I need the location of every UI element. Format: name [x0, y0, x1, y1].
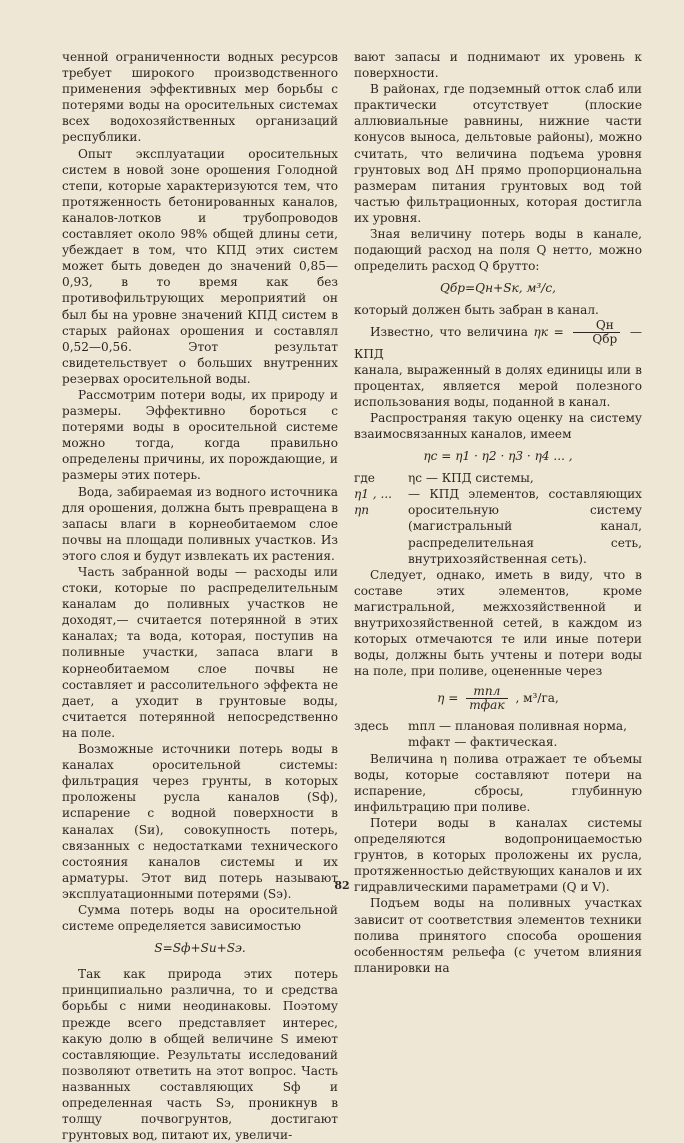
definition-value: — КПД элементов, составляющих оросительную систему (магистральный канал, распределительная сеть, внутрихозяйственная сеть). [408, 487, 642, 566]
paragraph: Вода, забираемая из водного источника для орошения, должна быть превращена в запасы влаги в корнеобитаемом слое почвы на площади поливных участков. Из этого слоя и будут извлекать их растения. [62, 484, 338, 563]
formula-system-efficiency: ηс = η1 · η2 · η3 · η4 ... , [423, 449, 573, 464]
paragraph: В районах, где подземный отток слаб или практически отсутствует (плоские аллювиальные равнины, нижние части конусов выноса, дельтовые районы), можно считать, что величина подъема уровня грунтовых вод ΔH прямо пропорциональна размерам питания грунтовых вод той частью фильтрационных, которая достигла их уровня. [354, 82, 642, 225]
definition-key: где [354, 471, 375, 486]
formula-lhs: η = [437, 691, 459, 706]
definition-key: η1 , ... ηn [354, 487, 393, 518]
formula-gross-discharge: Qбр=Qн+Sк, м³/с, [440, 281, 556, 296]
formula-rhs: , м³/га, [515, 691, 559, 706]
right-column [354, 49, 642, 976]
paragraph: Рассмотрим потери воды, их природу и размеры. Эффективно бороться с потерями воды в оросительной системе можно тогда, когда правильно определены причины, их порождающие, и размеры этих потерь. [62, 387, 338, 483]
paragraph: Потери воды в каналах системы определяются водопроницаемостью грунтов, в которых проложены их русла, протяженностью действующих каналов и их гидравлическими параметрами (Q и V). [354, 815, 642, 895]
text: — КПД [354, 324, 642, 361]
paragraph: канала, выраженный в долях единицы или в процентах, является мерой полезного использования воды, поданной в канал. [354, 362, 642, 409]
paragraph: Распространяя такую оценку на систему взаимосвязанных каналов, имеем [354, 410, 642, 441]
text: Известно, что величина [370, 324, 528, 339]
formula-field-efficiency [354, 685, 642, 712]
fraction [573, 319, 620, 346]
paragraph: Возможные источники потерь воды в каналах оросительной системы: фильтрация через грунты, в которых проложены русла каналов (Sф), испарение с водной поверхности в каналах (Sи), совокупность потерь, связанных с недостатками технического состояния каналов системы и их арматуры. Этот вид потерь называют эксплуатационными потерями (Sэ). [62, 742, 338, 901]
paragraph: Величина η полива отражает те объемы воды, которые составляют потери на испарение, сбросы, глубинную инфильтрацию при поливе. [354, 751, 642, 814]
formula-sum-losses: S=Sф+Sи+Sэ. [154, 941, 246, 956]
paragraph: Опыт эксплуатации оросительных систем в новой зоне орошения Голодной степи, которые характеризуются тем, что протяженность бетонированных каналов, каналов-лотков и трубопроводов составляет около 98% общей длины сети, убеждает в том, что КПД этих систем может быть доведен до значений 0,85—0,93, в то время как без противофильтрующих мероприятий он был бы на уровне значений КПД систем в старых районах орошения и составлял 0,52—0,56. Этот результат свидетельствует о больших внутренних резервах оросительной воды. [62, 146, 338, 386]
fraction [466, 685, 507, 712]
paragraph: ченной ограниченности водных ресурсов требует широкого производственного применения эффективных мер борьбы с потерями воды на оросительных системах всех водохозяйственных организаций республики. [62, 50, 338, 145]
left-column [62, 49, 338, 1143]
definition-row [354, 734, 642, 750]
fraction-denominator: Qбр [592, 331, 618, 346]
paragraph: Подъем воды на поливных участках зависит от соответствия элементов техники полива принятого способа орошения особенностям рельефа (с учетом влияния планировки на [354, 896, 642, 975]
page-number: 82 [334, 879, 350, 892]
paragraph: Сумма потерь воды на оросительной системе определяется зависимостью [62, 902, 338, 934]
definition-row [354, 718, 642, 734]
paragraph: Часть забранной воды — расходы или стоки, которые по распределительным каналам до поливных участков не доходят,— считается потерянной в этих каналах; та вода, которая, поступив на поливные участки, запаса влаги в корнеобитаемом слое почвы не составляет и рассолительного эффекта не дает, а уходит в грунтовые воды, считается потерянной непосредственно на поле. [62, 565, 338, 740]
definition-value: ηс — КПД системы, [408, 471, 534, 486]
paragraph: вают запасы и поднимают их уровень к поверхности. [354, 50, 642, 81]
paragraph: который должен быть забран в канал. [354, 303, 599, 318]
fraction-numerator: mпл [466, 685, 507, 699]
paragraph: Так как природа этих потерь принципиально различна, то и средства борьбы с ними неодинаковы. Поэтому прежде всего представляет интерес, какую долю в общей величине S имеют составляющие. Результаты исследований позволяют ответить на этот вопрос. Часть названных составляющих Sф и определенная часть Sэ, проникнув в толщу почвогрунтов, достигают грунтовых вод, питают их, увеличи- [62, 967, 338, 1143]
definition-row [354, 486, 642, 566]
paragraph: Зная величину потерь воды в канале, подающий расход на поля Q нетто, можно определить расход Q брутто: [354, 227, 642, 274]
definition-value: mфакт — фактическая. [408, 735, 558, 750]
definition-key: здесь [354, 719, 389, 734]
fraction-denominator: mфак [469, 698, 505, 713]
definition-value: mпл — плановая поливная норма, [408, 719, 627, 734]
definition-row [354, 470, 642, 486]
fraction-numerator: Qн [573, 319, 620, 333]
formula-efficiency-lhs: ηк = [533, 324, 564, 339]
paragraph: Следует, однако, иметь в виду, что в составе этих элементов, кроме магистральной, межхозяйственной и внутрихозяйственной сетей, в каждом из которых отмечаются те или иные потери воды, должны быть учтены и потери воды на поле, при поливе, оцененные через [354, 567, 642, 679]
paragraph-with-formula [354, 319, 642, 362]
